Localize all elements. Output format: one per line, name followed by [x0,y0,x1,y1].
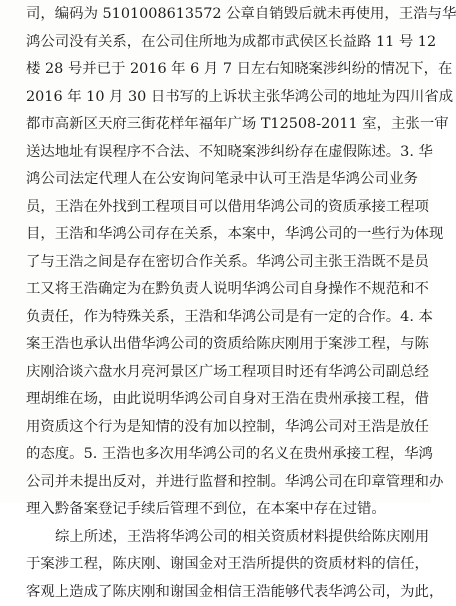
text-line: 2016 年 10 月 30 日书写的上诉状主张华鸿公司的地址为四川省成 [26,84,418,112]
text-line: 鸿公司没有关系，在公司住所地为成都市武侯区长益路 11 号 12 [26,29,418,57]
text-line: 送达地址有误程序不合法、不知晓案涉纠纷存在虚假陈述。3. 华 [26,139,418,167]
text-line: 案王浩也承认出借华鸿公司的资质给陈庆刚用于案涉工程，与陈 [26,331,418,359]
text-line: 员，王浩在外找到工程项目可以借用华鸿公司的资质承接工程项 [26,194,418,222]
text-line: 的态度。5. 王浩也多次用华鸿公司的名义在贵州承接工程，华鸿 [26,441,418,469]
text-line: 目，王浩和华鸿公司存在关系，本案中，华鸿公司的一些行为体现 [26,221,418,249]
text-line: 客观上造成了陈庆刚和谢国金相信王浩能够代表华鸿公司，为此， [26,579,418,606]
text-line: 于案涉工程，陈庆刚、谢国金对王浩所提供的资质材料的信任， [26,551,418,579]
document-body [26,1,418,606]
text-line: 司，编码为 5101008613572 公章自销毁后就未再使用，王浩与华 [26,1,418,29]
text-line: 理入黔备案登记手续后管理不到位，在本案中存在过错。 [26,496,418,524]
text-line: 都市高新区天府三街花样年福年广场 T12508-2011 室，主张一审 [26,111,418,139]
text-line: 楼 28 号并已于 2016 年 6 月 7 日左右知晓案涉纠纷的情况下，在 [26,56,418,84]
text-line: 理胡维在场，由此说明华鸿公司自身对王浩在贵州承接工程，借 [26,386,418,414]
paragraph-first-line: 综上所述，王浩将华鸿公司的相关资质材料提供给陈庆刚用 [26,524,418,552]
text-line: 负责任，作为特殊关系，王浩和华鸿公司是有一定的合作。4. 本 [26,304,418,332]
text-line: 公司并未提出反对，并进行监督和控制。华鸿公司在印章管理和办 [26,469,418,497]
text-line: 工又将王浩确定为在黔负责人说明华鸿公司自身操作不规范和不 [26,276,418,304]
text-line: 庆刚洽谈六盘水月亮河景区广场工程项目时还有华鸿公司副总经 [26,359,418,387]
text-line: 了与王浩之间是存在密切合作关系。华鸿公司主张王浩既不是员 [26,249,418,277]
text-line: 鸿公司法定代理人在公安询问笔录中认可王浩是华鸿公司业务 [26,166,418,194]
text-line: 用资质这个行为是知情的没有加以控制，华鸿公司对王浩是放任 [26,414,418,442]
